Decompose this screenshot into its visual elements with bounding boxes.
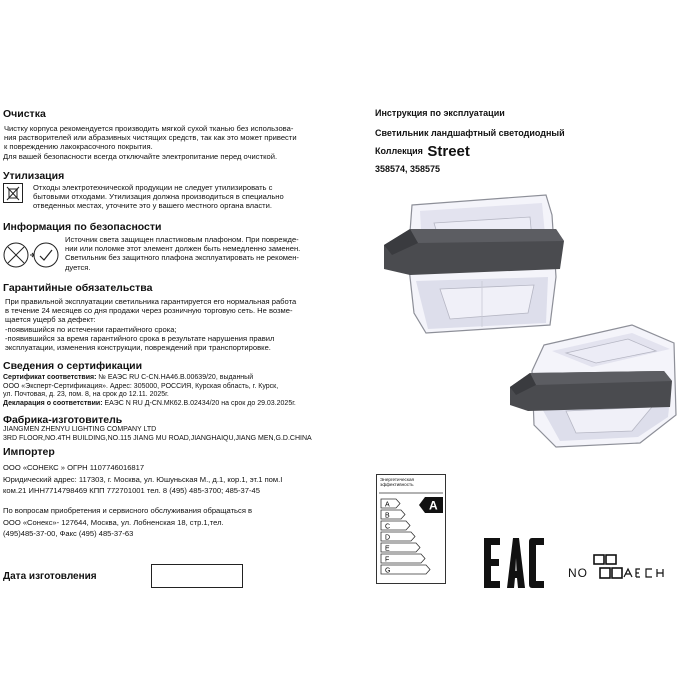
- text-line: [3, 374, 296, 383]
- text-line: ул. Почтовая, д. 23, пом. 8, на срок до 12.11. 2025г.: [3, 391, 169, 399]
- energy-bar-letter: E: [385, 545, 390, 553]
- energy-bar-d: [381, 532, 415, 542]
- text-line: ООО «Сонекс»- 127644, Москва, ул. Лобненская 18, стр.1,тел.: [3, 517, 224, 527]
- importer-title: Импортер: [3, 446, 55, 458]
- energy-label-line: Энергетическая: [380, 477, 414, 482]
- text-line: дуется.: [65, 262, 91, 272]
- manufacturer-title: Фабрика-изготовитель: [3, 414, 123, 426]
- text-line: -появившийся за время гарантийного срока в результате нарушения правил: [5, 333, 275, 343]
- safety-title: Информация по безопасности: [3, 221, 162, 233]
- energy-bar-f: [381, 554, 425, 564]
- energy-bar-g: [381, 565, 430, 575]
- text-line: Светильник без защитного плафона эксплуатировать не рекомен-: [65, 253, 299, 263]
- service-text: [3, 505, 252, 540]
- energy-bar-letter: B: [385, 512, 390, 520]
- importer-text: [3, 462, 282, 497]
- text-line: ком.21 ИНН7714798469 КПП 772701001 тел. 8 (495) 485-3700; 485-37-45: [3, 486, 260, 495]
- text-line: При правильной эксплуатации светильника гарантируется его нормальная работа: [5, 297, 297, 306]
- text-line: (495)485-37-00, Факс (495) 485-37-63: [3, 529, 134, 538]
- article-numbers: 358574, 358575: [375, 164, 441, 174]
- text-line: Чистку корпуса рекомендуется производить мягкой сухой тканью без использова-: [4, 124, 294, 133]
- energy-bar-e: [381, 543, 420, 553]
- text-line: ния растворителей или абразивных чистящих средств, так как это может привести: [4, 133, 297, 143]
- energy-label-line: эффективность: [380, 482, 414, 488]
- text-line: Юридический адрес: 117303, г. Москва, ул. Юшуньская М., д.1, кор.1, эт.1 пом.I: [3, 474, 283, 484]
- collection-label: Коллекция: [375, 146, 423, 156]
- text-line: Источник света защищен пластиковым плафоном. При поврежде-: [65, 235, 299, 244]
- text-line: бытовыми отходами. Утилизация должна производиться в специально: [33, 192, 284, 202]
- energy-class-letter: A: [429, 498, 438, 513]
- crossed-bin-icon: [3, 183, 23, 203]
- replace-shade-icon: [3, 236, 59, 274]
- energy-bar-letter: D: [385, 534, 391, 542]
- text-line: -появившийся по истечении гарантийного срока;: [5, 324, 177, 334]
- text-line: По вопросам приобретения и сервисного обслуживания обращаться в: [3, 506, 253, 515]
- text-line: эксплуатации, изменения конструкции, повреждений при транспортировке.: [5, 343, 271, 353]
- energy-bar-letter: F: [385, 556, 390, 564]
- certification-title: Сведения о сертификации: [3, 360, 143, 372]
- product-subtitle: Светильник ландшафтный светодиодный: [375, 128, 565, 138]
- energy-bar-letter: G: [385, 567, 391, 575]
- text-line: Для вашей безопасности всегда отключайте электропитание перед очисткой.: [3, 151, 278, 161]
- energy-bar-b: [381, 510, 405, 520]
- certification-text: [3, 374, 296, 408]
- text-line: ООО «Эксперт-Сертификация». Адрес: 305000, РОССИЯ, Курская область, г. Курск,: [3, 382, 279, 390]
- cleaning-text: [3, 124, 297, 161]
- lamp-1: [384, 195, 564, 333]
- disposal-text: [33, 183, 284, 211]
- text-line: 3RD FLOOR,NO.4TH BUILDING,NO.115 JIANG MU ROAD,JIANGHAIQU,JIANG MEN,G.D.CHINA: [3, 434, 312, 442]
- manual-title: Инструкция по эксплуатации: [375, 108, 505, 118]
- manufacture-date-label: Дата изготовления: [3, 571, 97, 582]
- cleaning-title: Очистка: [3, 108, 46, 120]
- collection-name: Street: [427, 143, 470, 160]
- text-line: Отходы электротехнической продукции не следует утилизировать с: [33, 183, 273, 192]
- energy-class-indicator: [419, 497, 443, 513]
- collection-line: [375, 143, 470, 161]
- energy-bar-letter: A: [385, 501, 390, 509]
- warranty-title: Гарантийные обязательства: [3, 282, 153, 294]
- lamp-2: [510, 325, 676, 447]
- energy-bar-letter: C: [385, 523, 391, 531]
- novotech-logo: [568, 545, 688, 587]
- decl-number: ЕАЭС N RU Д-CN.МК62.В.02434/20 на срок до 29.03.2025г.: [102, 399, 296, 407]
- text-line: в течение 24 месяцев со дня продажи через розничную торговую сеть. Не возме-: [5, 306, 293, 316]
- disposal-title: Утилизация: [3, 170, 65, 182]
- safety-text: [65, 235, 300, 272]
- text-line: к повреждению лакокрасочного покрытия.: [4, 142, 153, 152]
- svg-text:NO: NO: [568, 566, 588, 580]
- product-image: [370, 185, 690, 455]
- text-line: нии или поломке этот элемент должен быть немедленно заменен.: [65, 244, 301, 254]
- text-line: ООО «СОНЕКС » ОГРН 1107746016817: [3, 463, 145, 472]
- cert-label: Сертификат соответствия:: [3, 374, 97, 381]
- energy-bar-a: [381, 499, 400, 509]
- energy-bar-c: [381, 521, 410, 531]
- text-line: JIANGMEN ZHENYU LIGHTING COMPANY LTD: [3, 426, 157, 433]
- text-line: щается ущерб за дефект:: [5, 315, 96, 325]
- manufacture-date-box: [151, 564, 243, 588]
- eac-mark: [482, 536, 546, 590]
- warranty-text: [5, 297, 296, 352]
- manufacturer-text: [3, 426, 312, 443]
- text-line: [3, 400, 296, 409]
- energy-label: [376, 474, 446, 584]
- text-line: отведенных местах, уточните это у вашего местного органа власти.: [33, 201, 272, 211]
- decl-label: Декларация о соответствии:: [3, 399, 103, 407]
- cert-number: № ЕАЭС RU C-CN.HA46.B.00639/20, выданный: [96, 374, 254, 381]
